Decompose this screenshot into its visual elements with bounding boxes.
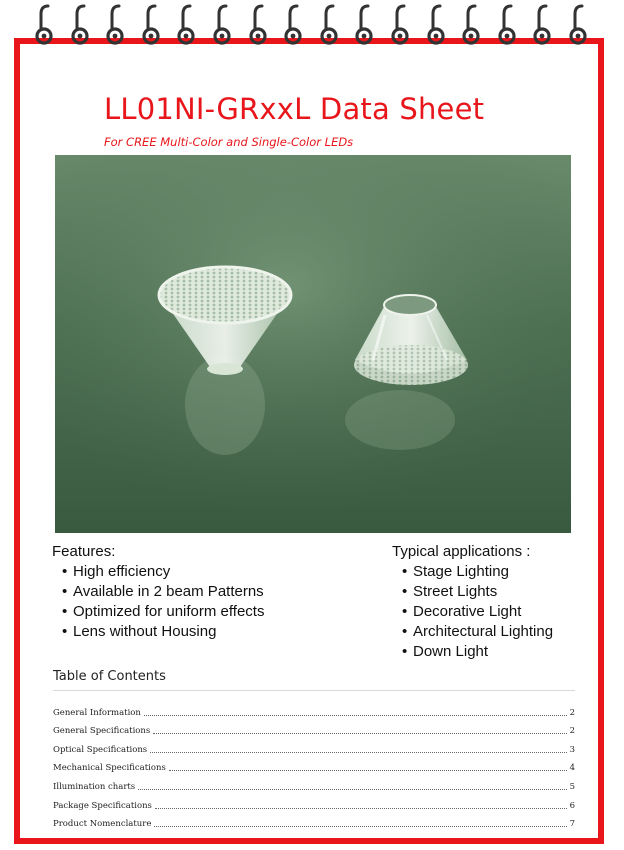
toc-row[interactable]	[53, 773, 575, 792]
list-item	[52, 622, 372, 642]
toc-leader-dots	[169, 770, 567, 771]
bullet-icon: •	[402, 623, 408, 640]
list-item	[52, 562, 372, 582]
bullet-icon: •	[62, 603, 68, 620]
toc-heading: Table of Contents	[53, 669, 166, 684]
binding-ring	[283, 4, 305, 48]
toc-row[interactable]	[53, 718, 575, 737]
toc-leader-dots	[138, 789, 566, 790]
bullet-icon: •	[402, 603, 408, 620]
product-photo	[55, 155, 571, 533]
toc-row[interactable]	[53, 755, 575, 774]
applications-heading: Typical applications :	[392, 543, 531, 560]
bullet-icon: •	[62, 583, 68, 600]
bullet-icon: •	[62, 623, 68, 640]
binding-ring	[34, 4, 56, 48]
toc-entry-page: 2	[569, 726, 575, 737]
bullet-icon: •	[402, 583, 408, 600]
binding-ring	[319, 4, 341, 48]
toc-row[interactable]	[53, 699, 575, 718]
table-of-contents	[53, 669, 575, 829]
list-item	[52, 602, 372, 622]
binding-ring	[141, 4, 163, 48]
toc-entry-label: Illumination charts	[53, 781, 136, 792]
list-item-text: Lens without Housing	[73, 623, 217, 640]
toc-divider	[53, 690, 575, 691]
list-item-text: Available in 2 beam Patterns	[73, 583, 264, 600]
binding-ring	[176, 4, 198, 48]
toc-leader-dots	[155, 808, 567, 809]
binding-ring	[568, 4, 590, 48]
toc-entry-page: 2	[569, 707, 575, 718]
list-item-text: Street Lights	[413, 583, 498, 600]
list-item-text: Down Light	[413, 643, 489, 660]
toc-entry-page: 4	[569, 763, 575, 774]
binding-ring	[354, 4, 376, 48]
features-list	[52, 562, 372, 642]
binding-ring	[497, 4, 519, 48]
toc-leader-dots	[153, 733, 566, 734]
applications-list	[392, 562, 592, 662]
toc-row[interactable]	[53, 811, 575, 830]
list-item-text: Decorative Light	[413, 603, 522, 620]
list-item	[52, 582, 372, 602]
list-item	[392, 602, 592, 622]
binding-ring	[212, 4, 234, 48]
spiral-binding	[0, 0, 624, 60]
list-item	[392, 642, 592, 662]
toc-entry-label: Product Nomenclature	[53, 819, 152, 830]
binding-ring	[70, 4, 92, 48]
list-item	[392, 582, 592, 602]
page-subtitle: For CREE Multi-Color and Single-Color LEDs	[104, 135, 354, 149]
binding-ring	[532, 4, 554, 48]
list-item-text: Stage Lighting	[413, 563, 509, 580]
list-item-text: Architectural Lighting	[413, 623, 554, 640]
features-heading: Features:	[52, 543, 116, 560]
toc-entry-page: 6	[569, 800, 575, 811]
features-section	[52, 542, 372, 642]
list-item-text: High efficiency	[73, 563, 171, 580]
list-item-text: Optimized for uniform effects	[73, 603, 265, 620]
toc-row[interactable]	[53, 792, 575, 811]
bullet-icon: •	[62, 563, 68, 580]
toc-leader-dots	[154, 826, 566, 827]
toc-row[interactable]	[53, 736, 575, 755]
toc-entry-page: 5	[569, 781, 575, 792]
bullet-icon: •	[402, 563, 408, 580]
toc-entry-label: General Specifications	[53, 726, 151, 737]
toc-entry-page: 7	[569, 819, 575, 830]
toc-entry-label: General Information	[53, 707, 141, 718]
toc-entries	[53, 699, 575, 829]
list-item	[392, 622, 592, 642]
page-title: LL01NI-GRxxL Data Sheet	[104, 92, 485, 126]
binding-ring	[426, 4, 448, 48]
toc-leader-dots	[150, 752, 566, 753]
binding-ring	[248, 4, 270, 48]
toc-entry-page: 3	[569, 744, 575, 755]
list-item	[392, 562, 592, 582]
toc-entry-label: Mechanical Specifications	[53, 763, 166, 774]
toc-leader-dots	[144, 715, 567, 716]
applications-section	[392, 542, 592, 662]
bullet-icon: •	[402, 643, 408, 660]
binding-ring	[461, 4, 483, 48]
binding-ring	[105, 4, 127, 48]
toc-entry-label: Optical Specifications	[53, 744, 148, 755]
toc-entry-label: Package Specifications	[53, 800, 152, 811]
binding-ring	[390, 4, 412, 48]
